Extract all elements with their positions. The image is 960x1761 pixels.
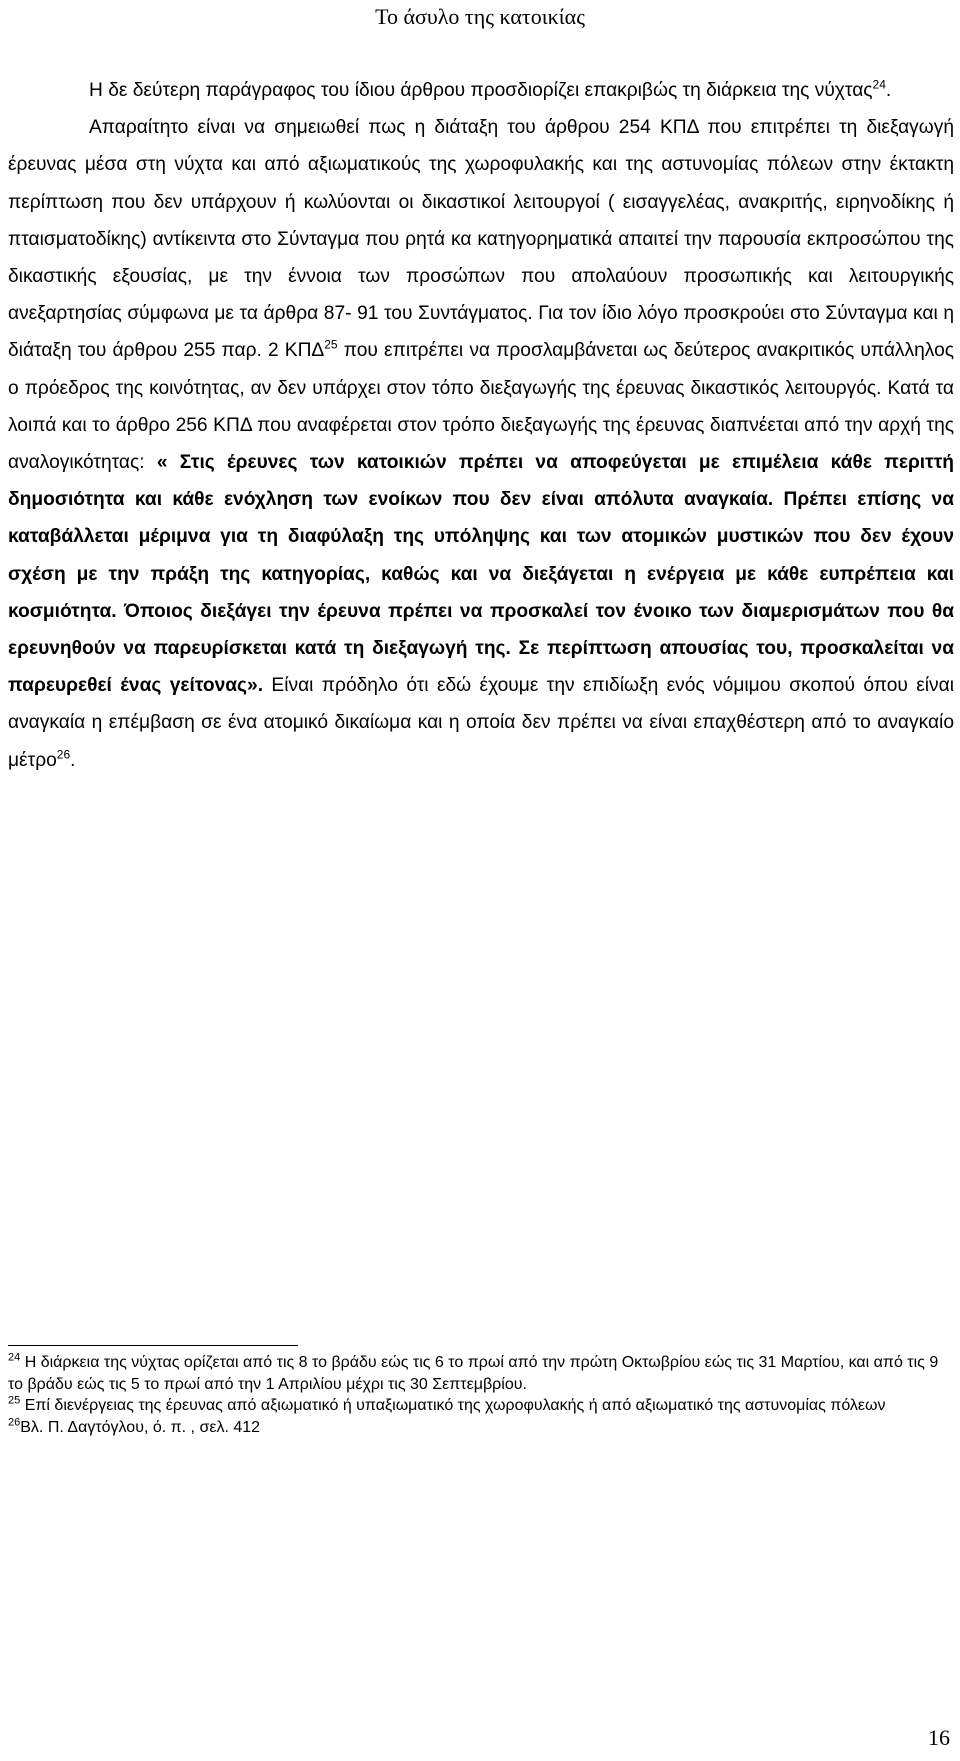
paragraph [8,109,954,779]
paragraph [8,72,954,109]
footnote-separator [8,1345,298,1346]
footnote-number: 25 [8,1394,21,1407]
footnote-text: Βλ. Π. Δαγτόγλου, ό. π. , σελ. 412 [20,1418,261,1436]
footnote-number: 26 [8,1416,21,1429]
paragraph-text: που επιτρέπει να προσλαμβάνεται ως δεύτερος ανακριτικός υπάλληλος ο πρόεδρος της κοινότητας, αν δεν υπάρχει στον τόπο διεξαγωγής της έρευνας δικαστικός λειτουργός. Κατά τα λοιπά και το άρθρο 256 ΚΠΔ που αναφέρεται στον τρόπο διεξαγωγής της έρευνας διαπνέεται από την αρχή της αναλογικότητας: [8,340,955,474]
footnote-ref[interactable]: 25 [324,338,338,353]
page-number: 16 [928,1725,950,1750]
footnote [8,1395,954,1417]
footnote [8,1352,954,1395]
bold-quote: « Στις έρευνες των κατοικιών πρέπει να αποφεύγεται με επιμέλεια κάθε περιττή δημοσιότητα και κάθε ενόχληση των ενοίκων που δεν είναι απόλυτα αναγκαία. Πρέπει επίσης να καταβάλλεται μέριμνα για τη διαφύλαξη της υπόληψης και των ατομικών μυστικών που δεν έχουν σχέση με την πράξη της κατηγορίας, καθώς και να διεξάγεται η ενέργεια με κάθε ευπρέπεια και κοσμιότητα. Όποιος διεξάγει την έρευνα πρέπει να προσκαλεί τον ένοικο των διαμερισμάτων που θα ερευνηθούν να παρευρίσκεται κατά τη διεξαγωγή της. Σε περίπτωση απουσίας του, προσκαλείται να παρευρεθεί ένας γείτονας». [8,452,954,697]
footnote-text: Επί διενέργειας της έρευνας από αξιωματικό ή υπαξιωματικό της χωροφυλακής ή από αξιωματικό της αστυνομίας πόλεων [20,1397,886,1414]
footnote [8,1417,954,1439]
footnote-ref[interactable]: 26 [56,747,71,762]
paragraph-text: . [885,80,892,101]
body-text [8,72,954,779]
paragraph-text: Είναι πρόδηλο ότι εδώ έχουμε την επιδίωξη ενός νόμιμου σκοπού όπου είναι αναγκαία η επέμβαση σε ένα ατομικό δικαίωμα και η οποία δεν πρέπει να είναι επαχθέστερη από το αναγκαίο μέτρο [8,675,954,771]
running-header: Το άσυλο της κατοικίας [375,4,585,29]
paragraph-text: . [70,749,76,771]
paragraph-text: Η δε δεύτερη παράγραφος του ίδιου άρθρου προσδιορίζει επακριβώς τη διάρκεια της νύχτας [89,80,873,101]
paragraph-text: Απαραίτητο είναι να σημειωθεί πως η διάταξη του άρθρου 254 ΚΠΔ που επιτρέπει τη διεξαγωγή έρευνας μέσα στη νύχτα και από αξιωματικούς της χωροφυλακής και της αστυνομίας πόλεων στην έκτακτη περίπτωση που δεν υπάρχουν ή κωλύονται οι δικαστικοί λειτουργοί ( εισαγγελέας, ανακριτής, ειρηνοδίκης ή πταισματοδίκης) αντίκειντα στο Σύνταγμα που ρητά κα κατηγορηματικά απαιτεί την παρουσία εκπροσώπου της δικαστικής εξουσίας, με την έννοια των προσώπων που απολαύουν προσωπικής και λειτουργικής ανεξαρτησίας σύμφωνα με τα άρθρα 87- 91 του Συντάγματος. Για τον ίδιο λόγο προσκρούει στο Σύνταγμα και η διάταξη του άρθρου 255 παρ. 2 ΚΠΔ [8,117,954,362]
footnote-number: 24 [8,1351,21,1364]
footnotes [8,1352,954,1438]
footnote-text: Η διάρκεια της νύχτας ορίζεται από τις 8 το βράδυ εώς τις 6 το πρωί από την πρώτη Οκτωβρίου εώς τις 31 Μαρτίου, και από τις 9 το βράδυ εώς τις 5 το πρωί από την 1 Απριλίου μέχρι τις 30 Σεπτεμβρίου. [8,1354,939,1393]
footnote-ref[interactable]: 24 [872,77,886,92]
